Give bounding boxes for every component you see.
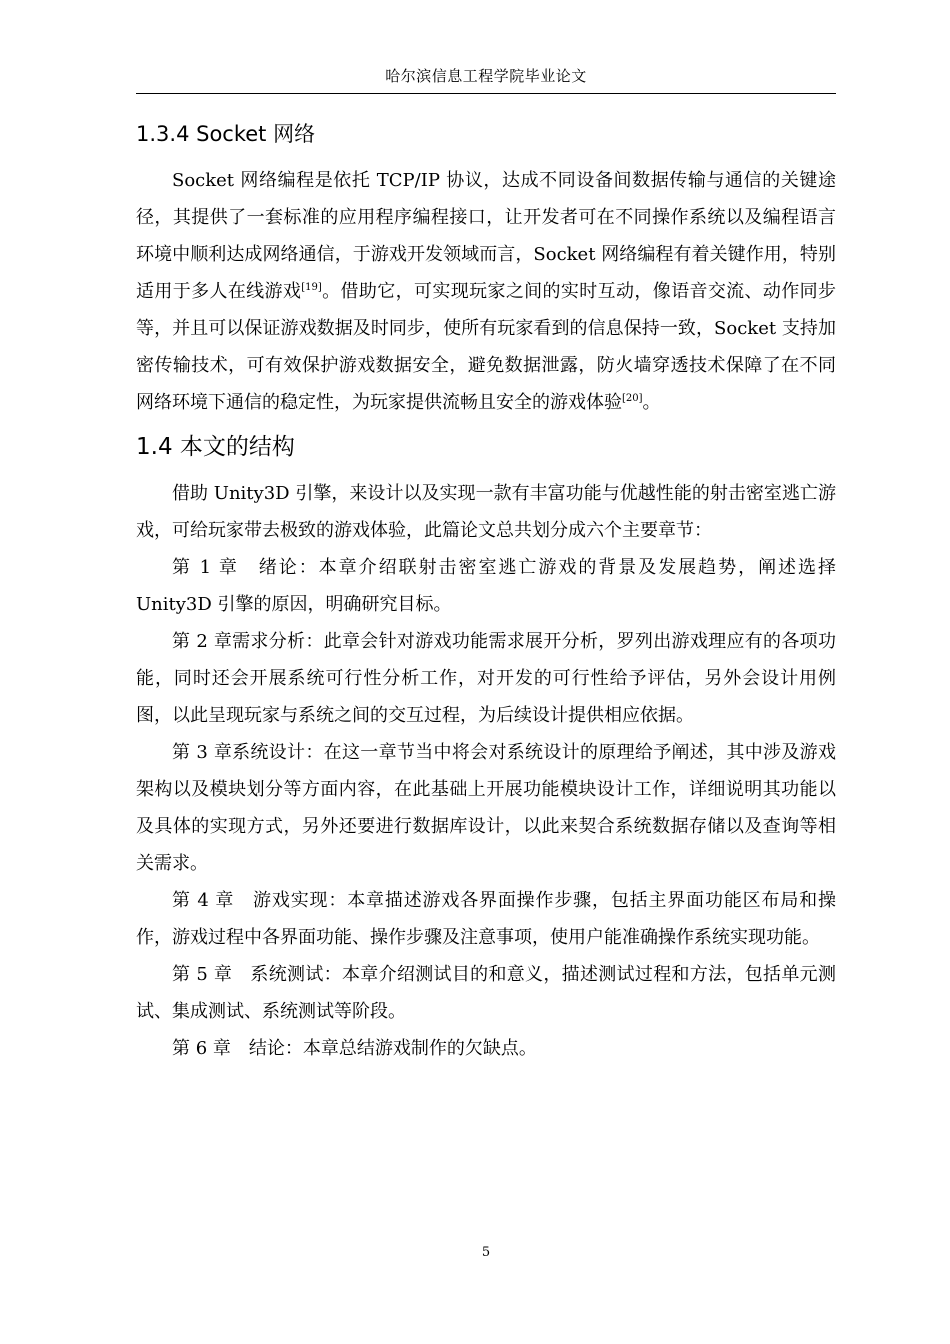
page-number: 5: [481, 1245, 491, 1260]
paragraph-chapter-1: 第 1 章 绪论：本章介绍联射击密室逃亡游戏的背景及发展趋势，阐述选择 Unity3D 引擎的原因，明确研究目标。: [136, 557, 836, 615]
paragraph-socket-text-b: 。借助它，可实现玩家之间的实时互动，像语音交流、动作同步等，并且可以保证游戏数据及时同步，使所有玩家看到的信息保持一致，Socket 支持加密传输技术，可有效保护游戏数据安全，避免数据泄露，防火墙穿透技术保障了在不同网络环境下通信的稳定性，为玩家提供流畅且安全的游戏体验: [136, 281, 837, 413]
section-heading-1-4: 1.4 本文的结构: [136, 434, 295, 460]
paragraph-socket-text-a: Socket 网络编程是依托 TCP/IP 协议，达成不同设备间数据传输与通信的关键途径，其提供了一套标准的应用程序编程接口，让开发者可在不同操作系统以及编程语言环境中顺利达成网络通信，于游戏开发领域而言，Socket 网络编程有着关键作用，特别适用于多人在线游戏: [136, 170, 836, 302]
running-header: 哈尔滨信息工程学院毕业论文: [385, 67, 587, 85]
page-body: [136, 114, 836, 1067]
paragraph-chapter-6: 第 6 章 结论：本章总结游戏制作的欠缺点。: [172, 1038, 537, 1059]
header-divider: [136, 93, 836, 94]
paragraph-socket-text-c: 。: [642, 392, 661, 413]
paragraph-chapter-4: 第 4 章 游戏实现：本章描述游戏各界面操作步骤，包括主界面功能区布局和操作，游戏过程中各界面功能、操作步骤及注意事项，使用户能准确操作系统实现功能。: [136, 890, 836, 948]
paragraph-socket: [136, 162, 836, 421]
section-heading-1-3-4: 1.3.4 Socket 网络: [136, 122, 316, 146]
citation-20: [20]: [622, 393, 643, 404]
citation-19: [19]: [301, 282, 322, 293]
paragraph-chapter-2: 第 2 章需求分析：此章会针对游戏功能需求展开分析，罗列出游戏理应有的各项功能，同时还会开展系统可行性分析工作，对开发的可行性给予评估，另外会设计用例图，以此呈现玩家与系统之间的交互过程，为后续设计提供相应依据。: [136, 631, 836, 726]
paragraph-chapter-3: 第 3 章系统设计：在这一章节当中将会对系统设计的原理给予阐述，其中涉及游戏架构以及模块划分等方面内容，在此基础上开展功能模块设计工作，详细说明其功能以及具体的实现方式，另外还要进行数据库设计，以此来契合系统数据存储以及查询等相关需求。: [136, 742, 836, 874]
paragraph-chapter-5: 第 5 章 系统测试：本章介绍测试目的和意义，描述测试过程和方法，包括单元测试、集成测试、系统测试等阶段。: [136, 964, 836, 1022]
paragraph-structure-intro: 借助 Unity3D 引擎，来设计以及实现一款有丰富功能与优越性能的射击密室逃亡游戏，可给玩家带去极致的游戏体验，此篇论文总共划分成六个主要章节：: [136, 483, 836, 541]
